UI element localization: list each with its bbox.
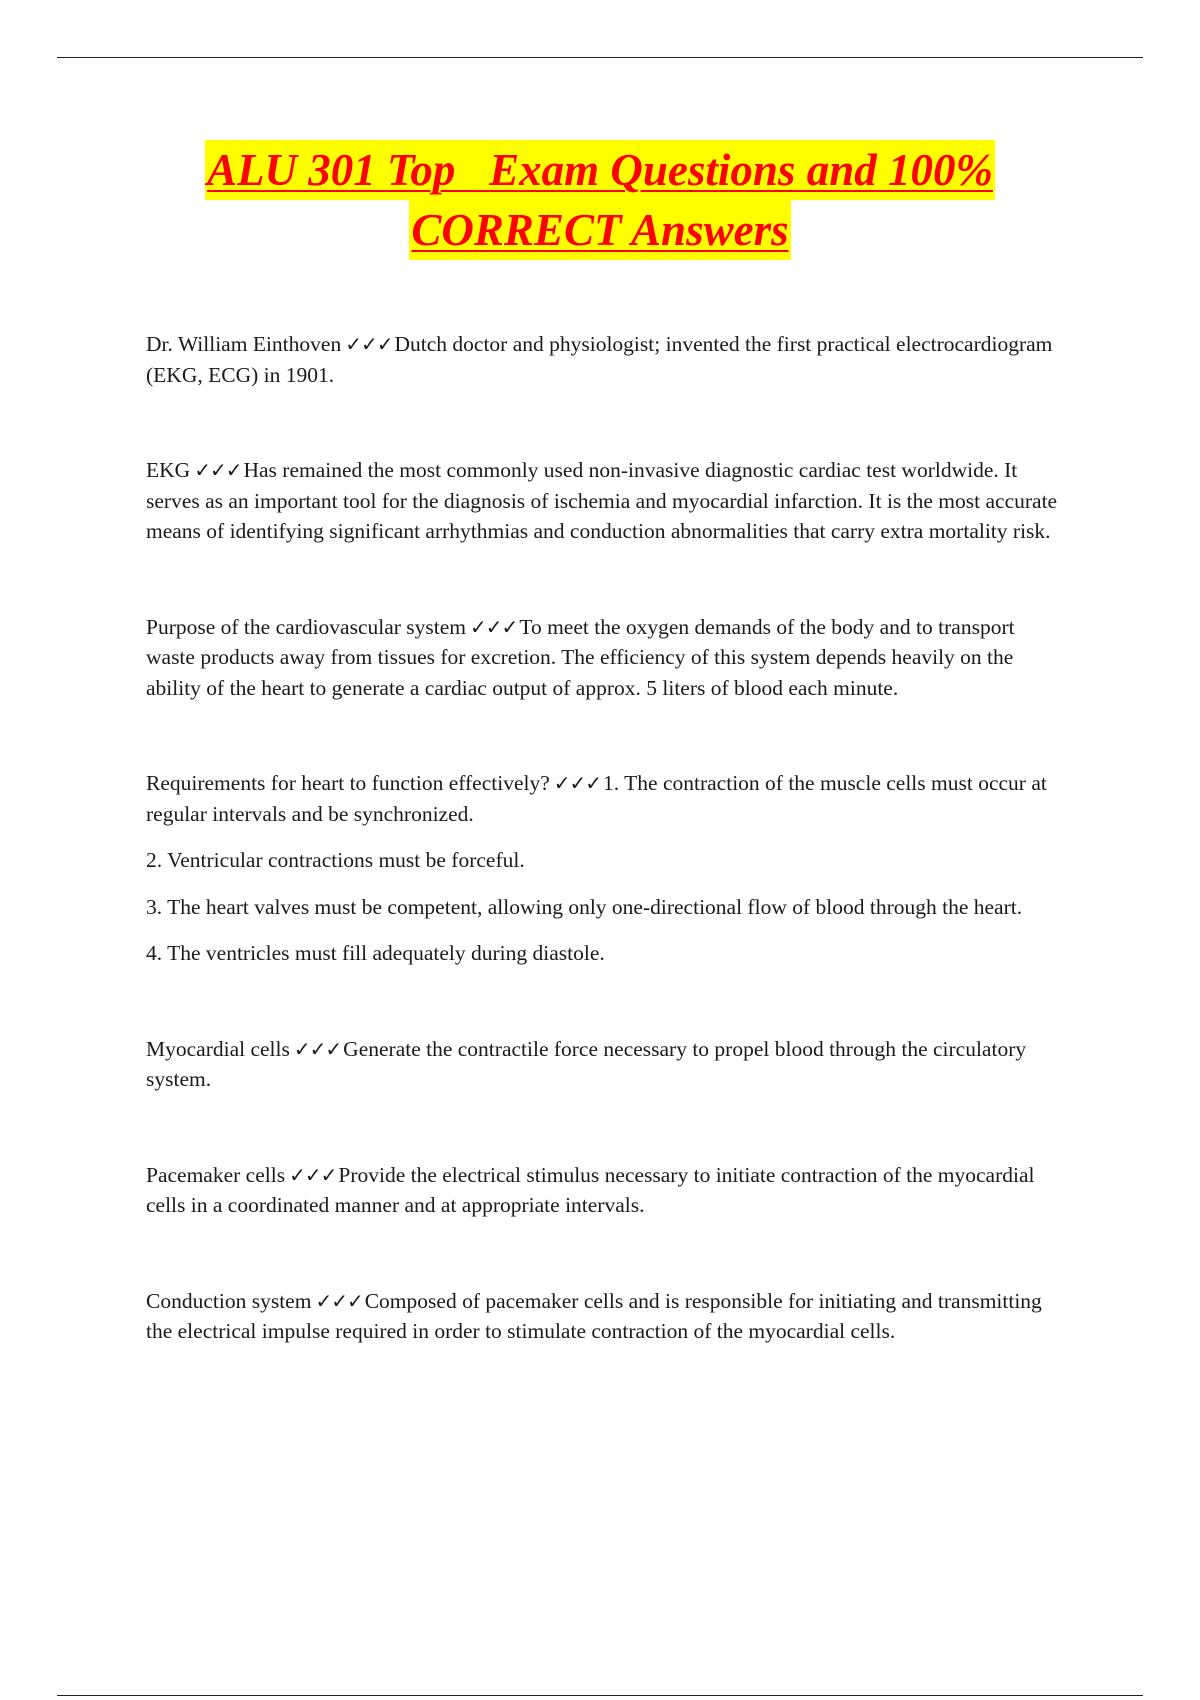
spacer — [146, 1095, 1066, 1160]
checkmark-icon: ✓✓✓ — [293, 1036, 342, 1061]
spacer — [146, 390, 1066, 455]
entry-term: Pacemaker cells — [146, 1162, 286, 1187]
qa-entry — [146, 1034, 1066, 1095]
entry-answer: 1. The contraction of the muscle cells must occur at regular intervals and be synchronized. — [146, 771, 1047, 826]
entry-term: Requirements for heart to function effectively? — [146, 771, 550, 795]
entry-term: Purpose of the cardiovascular system — [146, 614, 467, 639]
checkmark-icon: ✓✓✓ — [194, 458, 242, 482]
entry-term: EKG — [146, 458, 191, 482]
spacer — [146, 703, 1066, 768]
qa-entry — [146, 1160, 1066, 1221]
qa-entry — [146, 329, 1066, 390]
requirement-line-3: 3. The heart valves must be competent, allowing only one-directional flow of blood through the heart. — [146, 894, 1023, 919]
footer-rule — [57, 1695, 1143, 1696]
entry-answer: Has remained the most commonly used non-invasive diagnostic cardiac test worldwide. It serves as an important tool for the diagnosis of ischemia and myocardial infarction. It is the most accurate means of identifying significant arrhythmias and conduction abnormalities that carry extra mortality risk. — [146, 458, 1058, 543]
title-line-1: ALU 301 Top Exam Questions and 100% — [205, 140, 995, 200]
entry-term: Dr. William Einthoven — [146, 332, 342, 356]
checkmark-icon: ✓✓✓ — [553, 771, 602, 795]
requirement-line-4: 4. The ventricles must fill adequately during diastole. — [146, 941, 605, 965]
document-title — [0, 140, 1200, 260]
checkmark-icon: ✓✓✓ — [315, 1288, 363, 1313]
qa-entry — [146, 455, 1066, 547]
entry-answer: Dutch doctor and physiologist; invented the first practical electrocardiogram (EKG, ECG) in 1901. — [146, 332, 1053, 387]
entry-term: Conduction system — [146, 1288, 312, 1313]
entry-answer: To meet the oxygen demands of the body and to transport waste products away from tissues for excretion. The efficiency of this system depends heavily on the ability of the heart to generate a cardiac output of approx. 5 liters of blood each minute. — [146, 614, 1015, 700]
title-line-2: CORRECT Answers — [409, 200, 790, 260]
entry-answer: Composed of pacemaker cells and is responsible for initiating and transmitting the electrical impulse required in order to stimulate contraction of the myocardial cells. — [146, 1288, 1042, 1343]
checkmark-icon: ✓✓✓ — [289, 1162, 337, 1187]
qa-entry — [146, 612, 1066, 704]
entry-answer: Generate the contractile force necessary to propel blood through the circulatory system. — [146, 1036, 1027, 1091]
spacer — [146, 969, 1066, 1034]
spacer — [146, 1221, 1066, 1286]
entry-answer: Provide the electrical stimulus necessary to initiate contraction of the myocardial cells in a coordinated manner and at appropriate intervals. — [146, 1162, 1035, 1217]
checkmark-icon: ✓✓✓ — [470, 614, 518, 639]
qa-entry — [146, 1286, 1066, 1347]
qa-content — [146, 329, 1066, 1347]
spacer — [146, 547, 1066, 612]
entry-term: Myocardial cells — [146, 1036, 290, 1061]
header-rule — [57, 57, 1143, 58]
requirement-line-2: 2. Ventricular contractions must be forceful. — [146, 848, 525, 872]
qa-entry — [146, 768, 1066, 829]
checkmark-icon: ✓✓✓ — [345, 332, 393, 356]
